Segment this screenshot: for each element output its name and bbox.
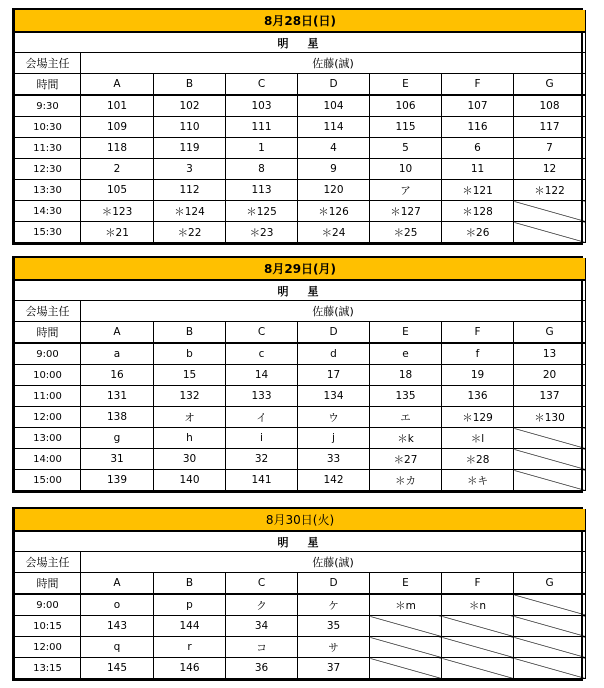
slot-cell: 6 xyxy=(442,138,514,159)
slot-cell: 11 xyxy=(442,159,514,180)
slot-cell: オ xyxy=(154,407,226,428)
slot-cell: 114 xyxy=(298,117,370,138)
empty-slot-cell xyxy=(514,449,586,470)
venue-name: 明 星 xyxy=(15,280,586,301)
slot-cell: 111 xyxy=(226,117,298,138)
slot-cell: 146 xyxy=(154,658,226,679)
slot-cell: 14 xyxy=(226,365,298,386)
slot-cell: 132 xyxy=(154,386,226,407)
slot-cell: 135 xyxy=(370,386,442,407)
schedule-day-1 xyxy=(12,8,583,245)
slot-cell: 141 xyxy=(226,470,298,491)
slot-cell: ＊23 xyxy=(226,222,298,243)
slot-cell: ア xyxy=(370,180,442,201)
column-header-d: D xyxy=(298,322,370,344)
slot-cell: コ xyxy=(226,637,298,658)
slot-cell: 18 xyxy=(370,365,442,386)
slot-cell: 137 xyxy=(514,386,586,407)
column-header-c: C xyxy=(226,573,298,595)
slot-cell: ＊n xyxy=(442,594,514,616)
time-cell: 12:30 xyxy=(15,159,81,180)
time-cell: 12:00 xyxy=(15,407,81,428)
slot-cell: ＊キ xyxy=(442,470,514,491)
slot-cell: 2 xyxy=(81,159,154,180)
slot-cell: 138 xyxy=(81,407,154,428)
time-slot-row xyxy=(15,407,586,428)
slot-cell: ＊22 xyxy=(154,222,226,243)
time-cell: 14:30 xyxy=(15,201,81,222)
venue-name: 明 星 xyxy=(15,32,586,53)
column-header-a: A xyxy=(81,322,154,344)
slot-cell: 12 xyxy=(514,159,586,180)
time-slot-row xyxy=(15,343,586,365)
slot-cell: 106 xyxy=(370,95,442,117)
slot-cell: ＊24 xyxy=(298,222,370,243)
venue-manager-name: 佐藤(誠) xyxy=(81,552,586,573)
day-title: 8月28日(日) xyxy=(15,10,586,32)
slot-cell: 104 xyxy=(298,95,370,117)
venue-manager-label: 会場主任 xyxy=(15,552,81,573)
slot-cell: 5 xyxy=(370,138,442,159)
slot-cell: g xyxy=(81,428,154,449)
slot-cell: ＊126 xyxy=(298,201,370,222)
column-header-g: G xyxy=(514,573,586,595)
slot-cell: 139 xyxy=(81,470,154,491)
slot-cell: 117 xyxy=(514,117,586,138)
time-slot-row xyxy=(15,637,586,658)
slot-cell: i xyxy=(226,428,298,449)
slot-cell: 37 xyxy=(298,658,370,679)
slot-cell: j xyxy=(298,428,370,449)
slot-cell: 34 xyxy=(226,616,298,637)
empty-slot-cell xyxy=(514,201,586,222)
time-cell: 13:00 xyxy=(15,428,81,449)
time-cell: 11:30 xyxy=(15,138,81,159)
schedule-day-2 xyxy=(12,256,583,493)
time-cell: 11:00 xyxy=(15,386,81,407)
time-cell: 14:00 xyxy=(15,449,81,470)
slot-cell: 105 xyxy=(81,180,154,201)
slot-cell: h xyxy=(154,428,226,449)
venue-manager-name: 佐藤(誠) xyxy=(81,53,586,74)
slot-cell: 102 xyxy=(154,95,226,117)
slot-cell: ＊130 xyxy=(514,407,586,428)
empty-slot-cell xyxy=(442,637,514,658)
venue-manager-name: 佐藤(誠) xyxy=(81,301,586,322)
slot-cell: ＊124 xyxy=(154,201,226,222)
day-title: 8月29日(月) xyxy=(15,258,586,280)
slot-cell: 8 xyxy=(226,159,298,180)
empty-slot-cell xyxy=(514,222,586,243)
column-header-f: F xyxy=(442,74,514,96)
slot-cell: サ xyxy=(298,637,370,658)
slot-cell: c xyxy=(226,343,298,365)
time-header: 時間 xyxy=(15,322,81,344)
empty-slot-cell xyxy=(370,658,442,679)
slot-cell: 1 xyxy=(226,138,298,159)
time-slot-row xyxy=(15,428,586,449)
slot-cell: 10 xyxy=(370,159,442,180)
time-slot-row xyxy=(15,138,586,159)
column-header-b: B xyxy=(154,74,226,96)
day-title: 8月30日(火) xyxy=(15,509,586,531)
time-slot-row xyxy=(15,386,586,407)
slot-cell: 15 xyxy=(154,365,226,386)
slot-cell: ケ xyxy=(298,594,370,616)
slot-cell: 116 xyxy=(442,117,514,138)
slot-cell: 17 xyxy=(298,365,370,386)
empty-slot-cell xyxy=(370,637,442,658)
time-cell: 9:00 xyxy=(15,343,81,365)
column-header-g: G xyxy=(514,322,586,344)
time-slot-row xyxy=(15,658,586,679)
slot-cell: 35 xyxy=(298,616,370,637)
venue-name: 明 星 xyxy=(15,531,586,552)
time-cell: 9:00 xyxy=(15,594,81,616)
time-cell: 15:00 xyxy=(15,470,81,491)
slot-cell: ＊m xyxy=(370,594,442,616)
slot-cell: 16 xyxy=(81,365,154,386)
time-slot-row xyxy=(15,95,586,117)
time-slot-row xyxy=(15,180,586,201)
slot-cell: 19 xyxy=(442,365,514,386)
slot-cell: 3 xyxy=(154,159,226,180)
column-header-f: F xyxy=(442,573,514,595)
column-header-d: D xyxy=(298,573,370,595)
slot-cell: 30 xyxy=(154,449,226,470)
slot-cell: イ xyxy=(226,407,298,428)
slot-cell: 101 xyxy=(81,95,154,117)
time-cell: 12:00 xyxy=(15,637,81,658)
slot-cell: ＊121 xyxy=(442,180,514,201)
slot-cell: 140 xyxy=(154,470,226,491)
time-slot-row xyxy=(15,449,586,470)
slot-cell: b xyxy=(154,343,226,365)
slot-cell: 120 xyxy=(298,180,370,201)
slot-cell: ＊l xyxy=(442,428,514,449)
slot-cell: ＊127 xyxy=(370,201,442,222)
time-cell: 13:15 xyxy=(15,658,81,679)
slot-cell: o xyxy=(81,594,154,616)
slot-cell: 112 xyxy=(154,180,226,201)
slot-cell: 143 xyxy=(81,616,154,637)
slot-cell: 108 xyxy=(514,95,586,117)
slot-cell: a xyxy=(81,343,154,365)
schedule-day-3 xyxy=(12,507,583,681)
slot-cell: 110 xyxy=(154,117,226,138)
empty-slot-cell xyxy=(514,616,586,637)
slot-cell: ク xyxy=(226,594,298,616)
slot-cell: 32 xyxy=(226,449,298,470)
column-header-e: E xyxy=(370,322,442,344)
time-slot-row xyxy=(15,201,586,222)
column-header-g: G xyxy=(514,74,586,96)
empty-slot-cell xyxy=(514,594,586,616)
empty-slot-cell xyxy=(370,616,442,637)
slot-cell: 136 xyxy=(442,386,514,407)
slot-cell: q xyxy=(81,637,154,658)
time-slot-row xyxy=(15,594,586,616)
slot-cell: 13 xyxy=(514,343,586,365)
slot-cell: 31 xyxy=(81,449,154,470)
time-cell: 9:30 xyxy=(15,95,81,117)
column-header-c: C xyxy=(226,322,298,344)
slot-cell: d xyxy=(298,343,370,365)
column-header-e: E xyxy=(370,74,442,96)
slot-cell: ＊カ xyxy=(370,470,442,491)
slot-cell: 9 xyxy=(298,159,370,180)
column-header-c: C xyxy=(226,74,298,96)
slot-cell: 115 xyxy=(370,117,442,138)
slot-cell: 113 xyxy=(226,180,298,201)
slot-cell: 103 xyxy=(226,95,298,117)
empty-slot-cell xyxy=(514,428,586,449)
slot-cell: 109 xyxy=(81,117,154,138)
time-slot-row xyxy=(15,616,586,637)
slot-cell: 133 xyxy=(226,386,298,407)
time-cell: 15:30 xyxy=(15,222,81,243)
column-header-d: D xyxy=(298,74,370,96)
empty-slot-cell xyxy=(442,658,514,679)
slot-cell: ＊129 xyxy=(442,407,514,428)
slot-cell: 142 xyxy=(298,470,370,491)
slot-cell: 131 xyxy=(81,386,154,407)
time-header: 時間 xyxy=(15,573,81,595)
slot-cell: 144 xyxy=(154,616,226,637)
column-header-a: A xyxy=(81,573,154,595)
slot-cell: ＊k xyxy=(370,428,442,449)
slot-cell: r xyxy=(154,637,226,658)
empty-slot-cell xyxy=(442,616,514,637)
slot-cell: f xyxy=(442,343,514,365)
column-header-f: F xyxy=(442,322,514,344)
slot-cell: ＊128 xyxy=(442,201,514,222)
slot-cell: 107 xyxy=(442,95,514,117)
slot-cell: 36 xyxy=(226,658,298,679)
empty-slot-cell xyxy=(514,470,586,491)
slot-cell: e xyxy=(370,343,442,365)
slot-cell: 7 xyxy=(514,138,586,159)
column-header-b: B xyxy=(154,322,226,344)
column-header-e: E xyxy=(370,573,442,595)
time-header: 時間 xyxy=(15,74,81,96)
time-slot-row xyxy=(15,117,586,138)
slot-cell: エ xyxy=(370,407,442,428)
slot-cell: 20 xyxy=(514,365,586,386)
slot-cell: ＊27 xyxy=(370,449,442,470)
time-cell: 10:00 xyxy=(15,365,81,386)
slot-cell: 33 xyxy=(298,449,370,470)
slot-cell: ＊26 xyxy=(442,222,514,243)
time-cell: 13:30 xyxy=(15,180,81,201)
slot-cell: ＊28 xyxy=(442,449,514,470)
slot-cell: 4 xyxy=(298,138,370,159)
column-header-b: B xyxy=(154,573,226,595)
time-cell: 10:15 xyxy=(15,616,81,637)
slot-cell: 134 xyxy=(298,386,370,407)
time-slot-row xyxy=(15,159,586,180)
slot-cell: ＊21 xyxy=(81,222,154,243)
slot-cell: 118 xyxy=(81,138,154,159)
slot-cell: ウ xyxy=(298,407,370,428)
slot-cell: 119 xyxy=(154,138,226,159)
empty-slot-cell xyxy=(514,637,586,658)
time-slot-row xyxy=(15,365,586,386)
empty-slot-cell xyxy=(514,658,586,679)
slot-cell: ＊25 xyxy=(370,222,442,243)
column-header-a: A xyxy=(81,74,154,96)
slot-cell: p xyxy=(154,594,226,616)
slot-cell: ＊125 xyxy=(226,201,298,222)
time-cell: 10:30 xyxy=(15,117,81,138)
slot-cell: ＊122 xyxy=(514,180,586,201)
slot-cell: ＊123 xyxy=(81,201,154,222)
time-slot-row xyxy=(15,470,586,491)
venue-manager-label: 会場主任 xyxy=(15,301,81,322)
venue-manager-label: 会場主任 xyxy=(15,53,81,74)
time-slot-row xyxy=(15,222,586,243)
slot-cell: 145 xyxy=(81,658,154,679)
